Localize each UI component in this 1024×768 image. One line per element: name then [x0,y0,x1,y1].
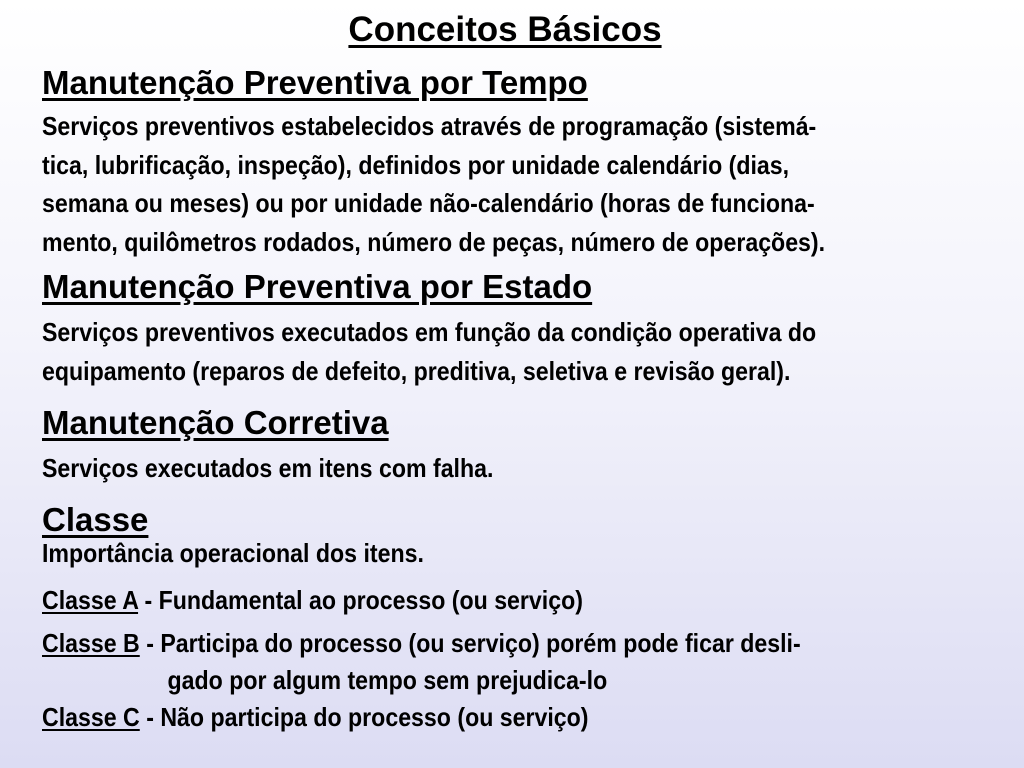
classe-a-row [42,585,583,615]
classe-a-text: - Fundamental ao processo (ou serviço) [138,585,583,615]
classe-b-label: Classe B [42,628,140,658]
heading-classe: Classe [42,501,149,538]
classe-c-text: - Não participa do processo (ou serviço) [139,702,589,732]
heading-corretiva: Manutenção Corretiva [42,404,389,441]
text-line: Serviços preventivos executados em função da condição operativa do [42,317,817,347]
classe-b-continuation: gado por algum tempo sem prejudica-lo [167,665,608,695]
text-line: equipamento (reparos de defeito, preditiva, seletiva e revisão geral). [42,355,791,386]
classe-c-row [42,702,589,732]
text-corretiva: Serviços executados em itens com falha. [42,453,494,483]
heading-preventiva-tempo: Manutenção Preventiva por Tempo [42,64,588,101]
heading-preventiva-estado: Manutenção Preventiva por Estado [42,268,593,305]
text-line: mento, quilômetros rodados, número de peças, número de operações). [42,226,826,257]
classe-a-label: Classe A [42,585,139,615]
text-classe-description: Importância operacional dos itens. [42,538,424,568]
text-line: semana ou meses) ou por unidade não-calendário (horas de funciona- [42,188,815,218]
text-preventiva-estado [42,313,816,390]
text-preventiva-tempo [42,107,825,261]
slide-title: Conceitos Básicos [348,10,662,49]
classe-b-text: - Participa do processo (ou serviço) porém pode ficar desli- [139,628,801,658]
classe-b-row [42,628,801,695]
text-line: Serviços preventivos estabelecidos através de programação (sistemá- [42,111,817,141]
classe-c-label: Classe C [42,702,140,732]
text-line: tica, lubrificação, inspeção), definidos por unidade calendário (dias, [42,149,790,180]
